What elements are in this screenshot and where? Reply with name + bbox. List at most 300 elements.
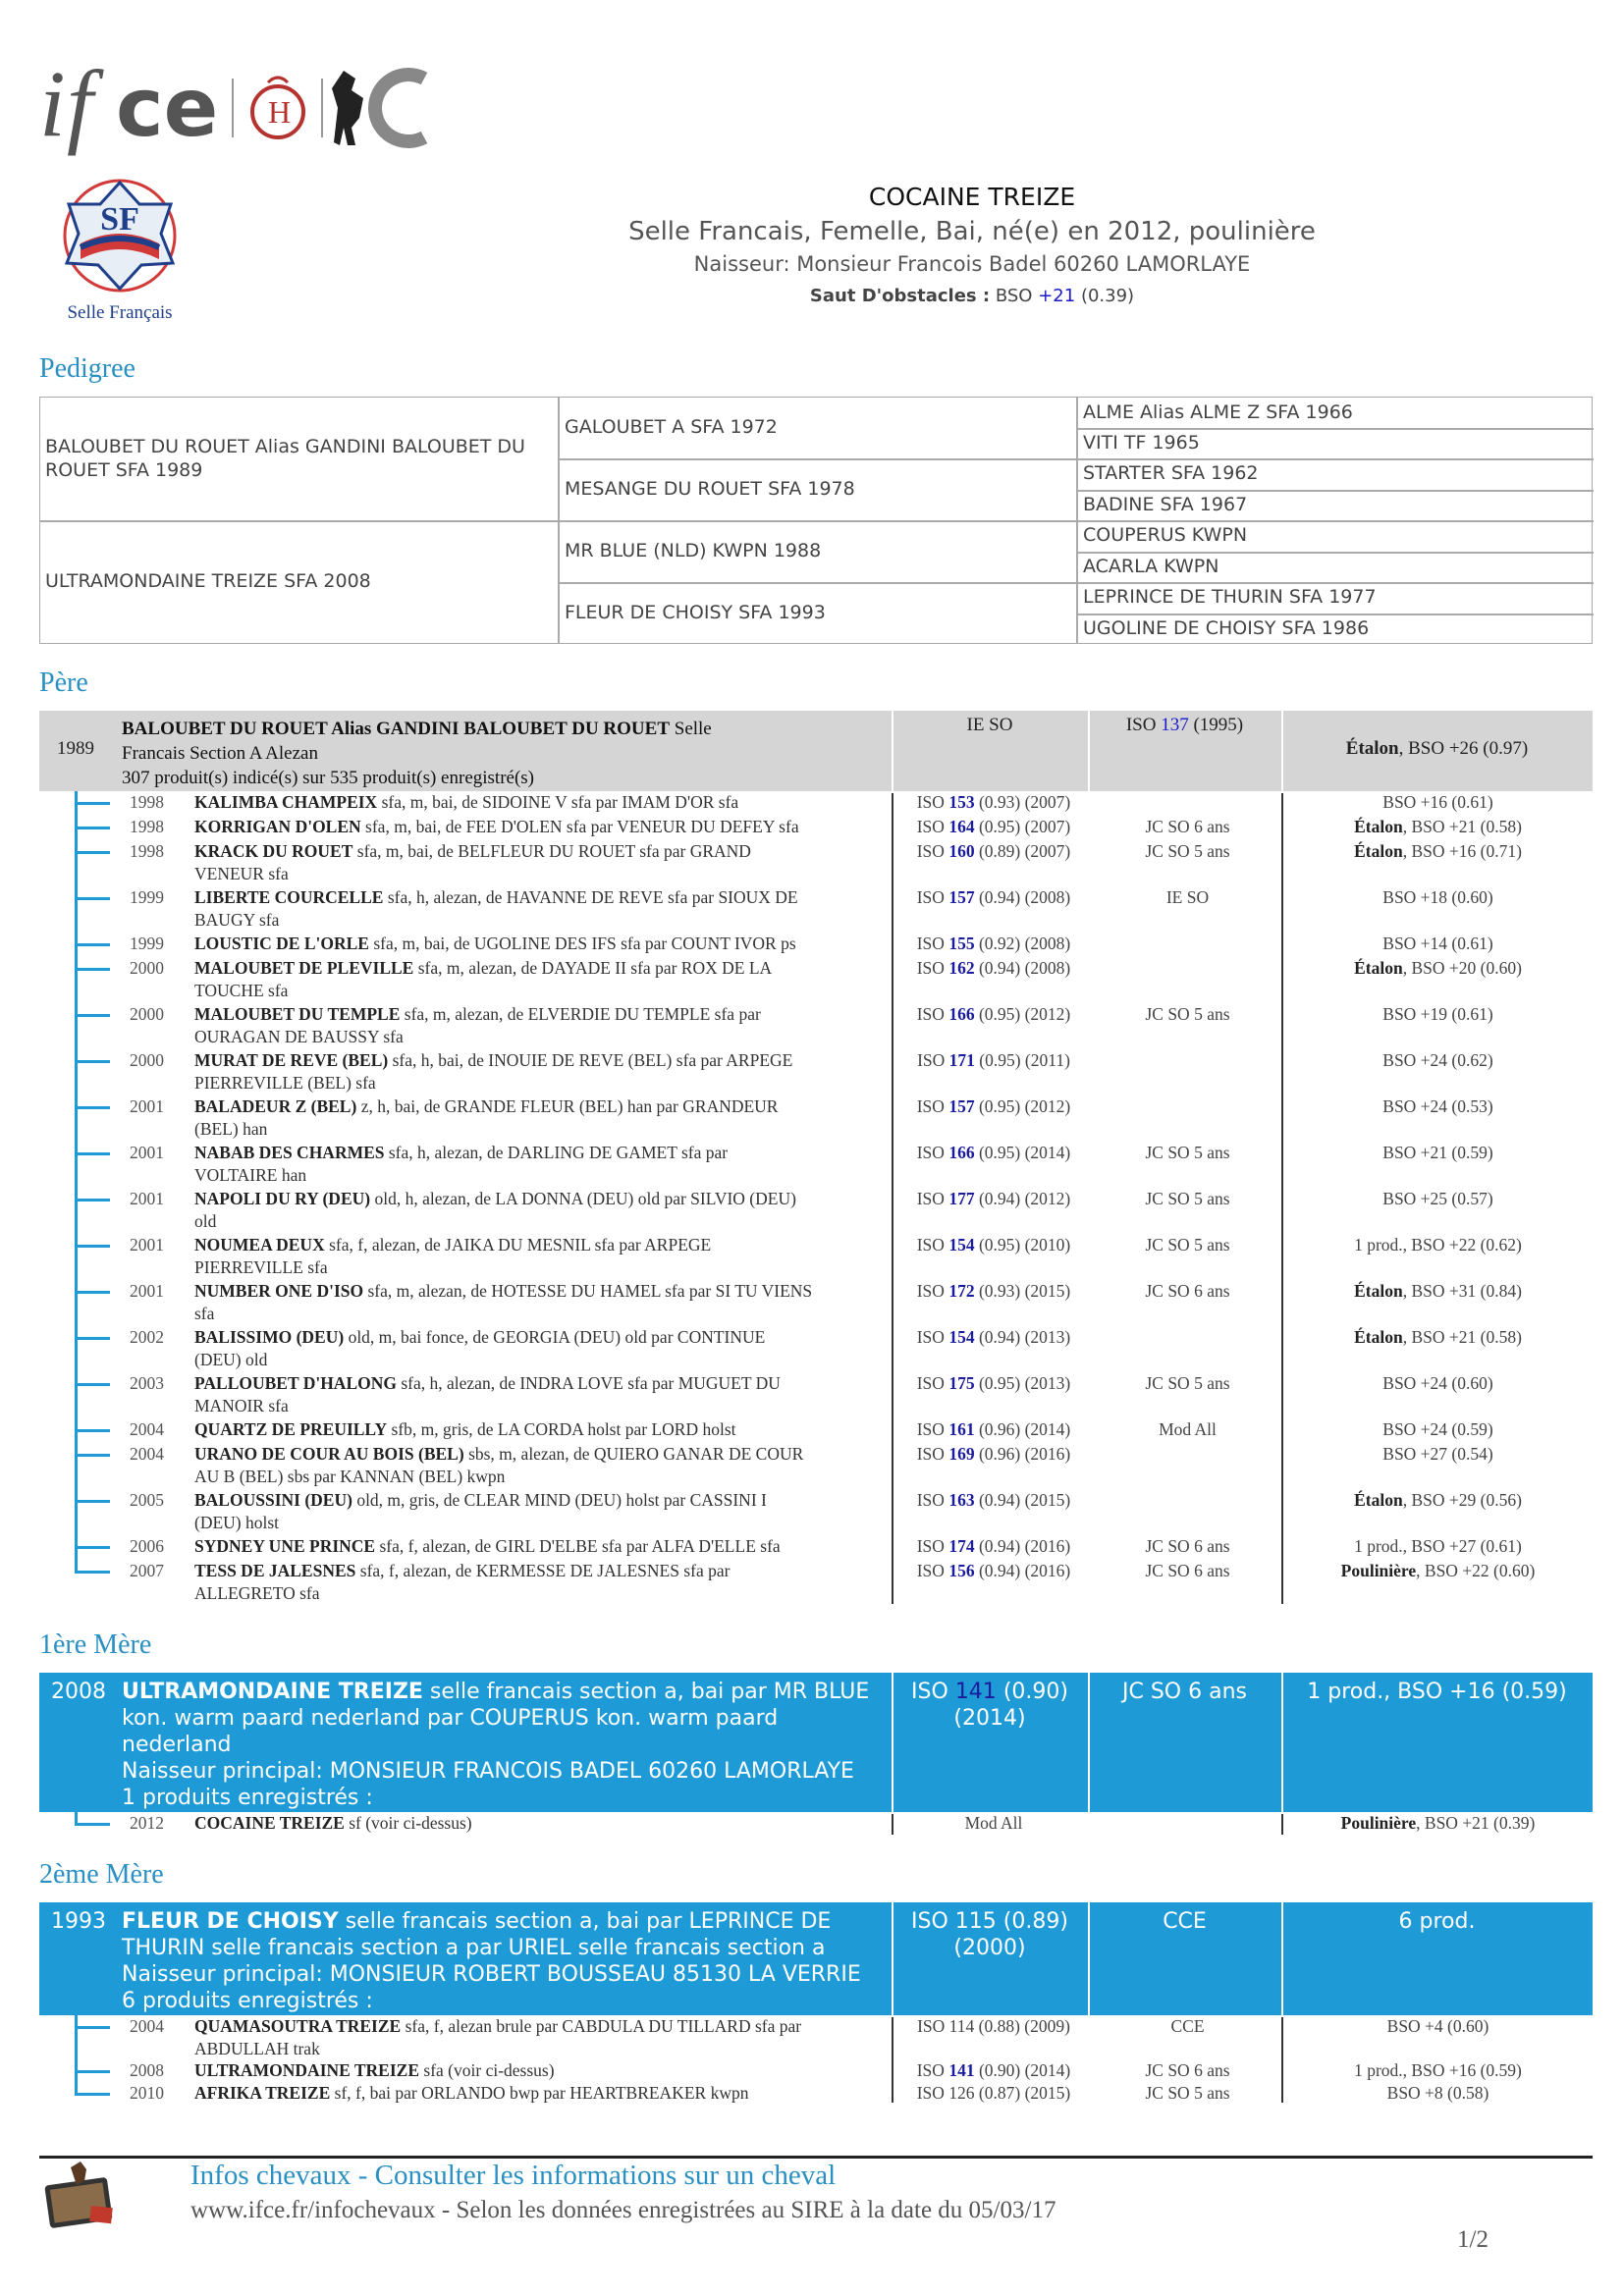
sire-iso-prefix: ISO xyxy=(1125,715,1157,735)
offspring-iso xyxy=(895,2015,1092,2038)
tree-branch xyxy=(75,1546,110,1549)
footer-url[interactable]: www.ifce.fr/infochevaux - Selon les données enregistrées au SIRE à la date du 05/03/17 xyxy=(190,2197,1056,2223)
offspring-status: Étalon xyxy=(1354,1327,1403,1347)
sire-bso xyxy=(1281,738,1593,760)
offspring-iso-rest: (0.95) (2012) xyxy=(974,1096,1071,1116)
offspring-iso-value: 166 xyxy=(948,1143,975,1162)
offspring-status: Étalon xyxy=(1354,1281,1403,1301)
offspring-iso-value: 153 xyxy=(948,792,975,812)
pedigree-gen2: FLEUR DE CHOISY SFA 1993 xyxy=(565,601,826,623)
offspring-horse-name: SYDNEY UNE PRINCE xyxy=(194,1536,376,1556)
offspring-horse-name: ULTRAMONDAINE TREIZE xyxy=(194,2060,420,2080)
offspring-bso-value: BSO +24 (0.59) xyxy=(1382,1419,1493,1439)
offspring-desc: sfa, f, alezan, de JAIKA DU MESNIL sfa par ARPEGE xyxy=(324,1235,712,1255)
offspring-horse-name: AFRIKA TREIZE xyxy=(194,2083,331,2103)
offspring-iso-prefix: ISO xyxy=(916,1235,949,1255)
offspring-name xyxy=(194,1372,926,1417)
offspring-iso-value: 155 xyxy=(948,934,975,953)
offspring-iso-rest: (0.95) (2014) xyxy=(974,1143,1071,1162)
tablet-horse-icon xyxy=(41,2160,122,2230)
section-title-mere1: 1ère Mère xyxy=(39,1629,152,1660)
pedigree-gen2: MESANGE DU ROUET SFA 1978 xyxy=(565,477,855,500)
offspring-year: 2006 xyxy=(130,1536,164,1556)
offspring-iso-value: 174 xyxy=(948,1536,975,1556)
sire-products: 307 produit(s) indicé(s) sur 535 produit(s) enregistré(s) xyxy=(122,768,535,788)
offspring-horse-name: KALIMBA CHAMPEIX xyxy=(194,792,378,812)
offspring-iso-prefix: ISO xyxy=(916,841,949,861)
offspring-desc: old, m, gris, de CLEAR MIND (DEU) holst par CASSINI I xyxy=(352,1490,767,1510)
offspring-year: 2004 xyxy=(130,2016,164,2036)
tree-branch xyxy=(75,1500,110,1503)
offspring-row xyxy=(39,1372,1593,1418)
tree-connector xyxy=(75,1812,78,1823)
offspring-iso-value: 156 xyxy=(948,1561,975,1580)
offspring-iso-prefix: ISO 126 (0.87) (2015) xyxy=(916,2083,1071,2103)
offspring-year: 2007 xyxy=(130,1561,164,1580)
offspring-desc: sfa, m, bai, de FEE D'OLEN sfa par VENEUR DU DEFEY sfa xyxy=(360,817,799,836)
offspring-jc: IE SO xyxy=(1165,887,1210,907)
offspring-desc: sfa, h, alezan, de DARLING DE GAMET sfa par xyxy=(384,1143,729,1162)
offspring-iso xyxy=(895,1418,1092,1441)
pedigree-gen2: MR BLUE (NLD) KWPN 1988 xyxy=(565,539,822,561)
offspring-iso-prefix: ISO xyxy=(916,1561,949,1580)
offspring-desc: PIERREVILLE sfa xyxy=(194,1257,328,1277)
offspring-iso-value: 161 xyxy=(948,1419,975,1439)
offspring-desc: sfa, m, alezan, de DAYADE II sfa par ROX DE LA xyxy=(413,958,773,978)
offspring-row xyxy=(39,1326,1593,1372)
offspring-desc: sfa, h, alezan, de HAVANNE DE REVE sfa par SIOUX DE xyxy=(383,887,798,907)
offspring-iso xyxy=(895,1234,1092,1256)
offspring-iso-value: 169 xyxy=(948,1444,975,1464)
offspring-iso xyxy=(895,933,1092,955)
sf-logo-caption: Selle Français xyxy=(67,302,173,323)
offspring-bso xyxy=(1283,2059,1593,2082)
offspring-desc: sfa, m, alezan, de HOTESSE DU HAMEL sfa par SI TU VIENS xyxy=(363,1281,813,1301)
pedigree-gen3: ALME Alias ALME Z SFA 1966 xyxy=(1083,400,1353,423)
offspring-year: 1998 xyxy=(130,817,164,836)
offspring-jc: JC SO 6 ans xyxy=(1145,1561,1230,1580)
jump-prefix: BSO xyxy=(995,286,1033,306)
offspring-row xyxy=(39,1418,1593,1443)
offspring-jc: JC SO 5 ans xyxy=(1145,2083,1230,2103)
logo-letter-f: f xyxy=(67,51,93,156)
offspring-name xyxy=(194,1326,926,1371)
sire-iso-year: (1995) xyxy=(1193,715,1244,735)
offspring-row xyxy=(39,933,1593,957)
column-separator xyxy=(1281,1814,1283,1835)
offspring-year: 2012 xyxy=(130,1813,164,1833)
offspring-iso-rest: (0.96) (2016) xyxy=(974,1444,1071,1464)
pedigree-gen3: BADINE SFA 1967 xyxy=(1083,493,1248,515)
offspring-year: 2001 xyxy=(130,1143,164,1162)
offspring-iso-rest: (0.95) (2011) xyxy=(974,1050,1070,1070)
offspring-bso xyxy=(1283,1418,1593,1441)
offspring-year: 2000 xyxy=(130,958,164,978)
dam-name: ULTRAMONDAINE TREIZE xyxy=(122,1680,423,1704)
offspring-horse-name: LOUSTIC DE L'ORLE xyxy=(194,934,369,953)
offspring-row xyxy=(39,791,1593,816)
offspring-name xyxy=(194,2015,926,2060)
tree-branch xyxy=(75,1429,110,1432)
sire-bso-status: Étalon xyxy=(1345,738,1399,759)
offspring-horse-name: NABAB DES CHARMES xyxy=(194,1143,385,1162)
svg-text:H: H xyxy=(268,94,292,130)
horse-silhouette-icon xyxy=(332,71,363,145)
section-title-pedigree: Pedigree xyxy=(39,353,135,384)
offspring-iso-rest: (0.94) (2016) xyxy=(974,1536,1071,1556)
offspring-iso-prefix: ISO xyxy=(916,1096,949,1116)
offspring-iso xyxy=(895,1535,1092,1558)
offspring-desc: (DEU) old xyxy=(194,1350,268,1369)
offspring-jc: JC SO 6 ans xyxy=(1145,817,1230,836)
offspring-iso xyxy=(895,1188,1092,1210)
dam-iso-prefix: ISO xyxy=(911,1680,948,1704)
offspring-name xyxy=(194,1560,926,1605)
offspring-bso-value: BSO +19 (0.61) xyxy=(1382,1004,1493,1024)
offspring-iso-rest: (0.93) (2007) xyxy=(974,792,1071,812)
offspring-bso-value: BSO +21 (0.59) xyxy=(1382,1143,1493,1162)
dam-offspring-list xyxy=(39,1812,1593,1842)
offspring-iso xyxy=(895,957,1092,980)
offspring-status: Poulinière xyxy=(1340,1561,1417,1580)
offspring-bso xyxy=(1283,1443,1593,1466)
offspring-iso-value: 175 xyxy=(948,1373,975,1393)
offspring-bso xyxy=(1283,1372,1593,1395)
offspring-iso: Mod All xyxy=(964,1813,1023,1833)
offspring-bso-value: BSO +24 (0.53) xyxy=(1382,1096,1493,1116)
offspring-horse-name: MURAT DE REVE (BEL) xyxy=(194,1050,389,1070)
offspring-iso xyxy=(895,1372,1092,1395)
offspring-bso-value: BSO +8 (0.58) xyxy=(1386,2083,1489,2103)
title-block xyxy=(491,183,1453,306)
offspring-iso-prefix: ISO xyxy=(916,1143,949,1162)
offspring-desc: sfa, m, bai, de BELFLEUR DU ROUET sfa par GRAND xyxy=(352,841,751,861)
offspring-iso xyxy=(895,2059,1092,2082)
jump-label: Saut D'obstacles : xyxy=(809,286,991,306)
sire-bso-value: , BSO +26 (0.97) xyxy=(1398,738,1529,759)
offspring-bso xyxy=(1283,933,1593,955)
dam-bso: 1 prod., BSO +16 (0.59) xyxy=(1307,1680,1567,1704)
offspring-horse-name: PALLOUBET D'HALONG xyxy=(194,1373,397,1393)
tree-branch xyxy=(75,1199,110,1201)
offspring-row xyxy=(39,1535,1593,1560)
offspring-status: Étalon xyxy=(1354,958,1403,978)
offspring-bso-value: BSO +24 (0.60) xyxy=(1382,1373,1493,1393)
offspring-status: Poulinière xyxy=(1340,1813,1417,1833)
offspring-desc: old, h, alezan, de LA DONNA (DEU) old par SILVIO (DEU) xyxy=(370,1189,796,1208)
offspring-name xyxy=(194,2082,926,2105)
tree-branch xyxy=(75,827,110,829)
ifce-logo xyxy=(39,49,452,157)
offspring-desc: sfa, h, alezan, de INDRA LOVE sfa par MUGUET DU xyxy=(396,1373,781,1393)
tree-branch xyxy=(75,851,110,854)
offspring-year: 2005 xyxy=(130,1490,164,1510)
offspring-iso-prefix: ISO xyxy=(916,1004,949,1024)
offspring-jc: JC SO 5 ans xyxy=(1145,1004,1230,1024)
column-separator xyxy=(1281,793,1283,1604)
pedigree-gen3: UGOLINE DE CHOISY SFA 1986 xyxy=(1083,616,1370,639)
offspring-year: 2001 xyxy=(130,1235,164,1255)
offspring-status: Étalon xyxy=(1354,1490,1403,1510)
dam-year: 2008 xyxy=(51,1680,106,1704)
offspring-iso-value: 172 xyxy=(948,1281,975,1301)
offspring-bso xyxy=(1283,1188,1593,1210)
offspring-jc: JC SO 6 ans xyxy=(1145,1281,1230,1301)
offspring-desc: sfa, f, alezan, de KERMESSE DE JALESNES sfa par xyxy=(355,1561,731,1580)
offspring-bso-value: , BSO +29 (0.56) xyxy=(1402,1490,1522,1510)
granddam-breeder: Naisseur principal: MONSIEUR ROBERT BOUSSEAU 85130 LA VERRIE xyxy=(122,1962,861,1987)
offspring-iso xyxy=(895,816,1092,838)
tree-branch xyxy=(75,968,110,971)
offspring-horse-name: URANO DE COUR AU BOIS (BEL) xyxy=(194,1444,464,1464)
offspring-iso-rest: (0.96) (2014) xyxy=(974,1419,1071,1439)
granddam-line: THURIN selle francais section a par URIEL selle francais section a xyxy=(122,1936,826,1960)
offspring-iso-prefix: ISO xyxy=(917,1050,949,1070)
offspring-name xyxy=(194,1418,926,1441)
offspring-bso-value: , BSO +21 (0.39) xyxy=(1416,1813,1536,1833)
offspring-bso xyxy=(1283,1535,1593,1558)
sire-header xyxy=(39,711,1593,791)
offspring-bso xyxy=(1283,840,1593,863)
offspring-horse-name: COCAINE TREIZE xyxy=(194,1813,345,1833)
granddam-header xyxy=(39,1902,1593,2015)
offspring-year: 2004 xyxy=(130,1419,164,1439)
offspring-iso-value: 154 xyxy=(948,1235,975,1255)
offspring-horse-name: QUARTZ DE PREUILLY xyxy=(194,1419,388,1439)
offspring-bso-value: , BSO +20 (0.60) xyxy=(1402,958,1522,978)
offspring-iso-prefix: ISO xyxy=(916,1419,949,1439)
sire-name-rest: Selle xyxy=(670,719,712,739)
tree-branch xyxy=(75,1291,110,1294)
offspring-iso-prefix: ISO xyxy=(916,887,949,907)
offspring-bso xyxy=(1283,2015,1593,2038)
granddam-iso-value: ISO 115 (0.89) xyxy=(911,1909,1068,1934)
offspring-row xyxy=(39,2015,1593,2059)
offspring-iso-value: 154 xyxy=(948,1327,975,1347)
offspring-status: Étalon xyxy=(1354,817,1403,836)
jump-index xyxy=(491,286,1453,306)
offspring-iso-value: 177 xyxy=(948,1189,975,1208)
pedigree-gen3: STARTER SFA 1962 xyxy=(1083,462,1259,485)
offspring-iso xyxy=(895,1049,1092,1072)
offspring-iso xyxy=(895,1095,1092,1118)
offspring-iso xyxy=(895,1560,1092,1582)
footer-divider xyxy=(39,2156,1593,2159)
offspring-bso xyxy=(1283,1049,1593,1072)
offspring-bso-value: , BSO +31 (0.84) xyxy=(1402,1281,1522,1301)
offspring-year: 2000 xyxy=(130,1004,164,1024)
offspring-name xyxy=(194,1003,926,1048)
offspring-bso-value: 1 prod., BSO +27 (0.61) xyxy=(1354,1536,1522,1556)
dam-iso-reliability: (0.90) xyxy=(1002,1680,1068,1704)
pedigree-gen3: VITI TF 1965 xyxy=(1083,431,1200,454)
offspring-iso-prefix: ISO xyxy=(916,2060,949,2080)
offspring-status: Étalon xyxy=(1354,841,1403,861)
offspring-name xyxy=(194,1535,926,1558)
offspring-bso-value: BSO +24 (0.62) xyxy=(1382,1050,1493,1070)
tree-branch xyxy=(75,2070,110,2073)
sire-year: 1989 xyxy=(57,738,94,759)
offspring-name xyxy=(194,1188,926,1233)
offspring-desc: sfa, m, bai, de UGOLINE DES IFS sfa par COUNT IVOR ps xyxy=(368,934,796,953)
granddam-line: selle francais section a, bai par LEPRINCE DE xyxy=(338,1909,832,1934)
footer-title[interactable]: Infos chevaux - Consulter les informations sur un cheval xyxy=(190,2160,837,2191)
offspring-row xyxy=(39,816,1593,840)
offspring-desc: ALLEGRETO sfa xyxy=(194,1583,320,1603)
granddam-products: 6 produits enregistrés : xyxy=(122,1989,373,2013)
offspring-iso xyxy=(895,1326,1092,1349)
offspring-jc: JC SO 5 ans xyxy=(1145,841,1230,861)
offspring-iso-value: 166 xyxy=(948,1004,975,1024)
offspring-desc: z, h, bai, de GRANDE FLEUR (BEL) han par GRANDEUR xyxy=(356,1096,779,1116)
offspring-bso xyxy=(1283,1280,1593,1303)
column-separator xyxy=(892,1814,893,1835)
offspring-iso-rest: (0.94) (2016) xyxy=(974,1561,1071,1580)
tree-branch xyxy=(75,1823,110,1826)
offspring-bso-value: 1 prod., BSO +22 (0.62) xyxy=(1354,1235,1522,1255)
column-separator xyxy=(892,793,893,1604)
sire-iso-value: 137 xyxy=(1161,715,1189,735)
offspring-iso xyxy=(895,1280,1092,1303)
offspring-bso xyxy=(1283,816,1593,838)
offspring-horse-name: NOUMEA DEUX xyxy=(194,1235,325,1255)
offspring-jc: CCE xyxy=(1170,2016,1205,2036)
tree-branch xyxy=(75,802,110,805)
offspring-iso-value: 162 xyxy=(948,958,975,978)
offspring-bso xyxy=(1283,1234,1593,1256)
offspring-iso xyxy=(895,1003,1092,1026)
offspring-row xyxy=(39,2059,1593,2082)
granddam-iso xyxy=(892,1908,1088,1961)
pedigree-gen3: ACARLA KWPN xyxy=(1083,555,1219,577)
offspring-desc: MANOIR sfa xyxy=(194,1396,289,1415)
offspring-desc: sf (voir ci-dessus) xyxy=(344,1813,472,1833)
offspring-name xyxy=(194,933,926,955)
offspring-bso xyxy=(1283,2082,1593,2105)
offspring-row xyxy=(39,1049,1593,1095)
offspring-horse-name: MALOUBET DE PLEVILLE xyxy=(194,958,414,978)
offspring-iso xyxy=(895,791,1092,814)
offspring-year: 1998 xyxy=(130,841,164,861)
offspring-iso-value: 163 xyxy=(948,1490,975,1510)
pedigree-grid xyxy=(39,397,1593,644)
offspring-horse-name: NUMBER ONE D'ISO xyxy=(194,1281,364,1301)
sire-offspring-list xyxy=(39,791,1593,1610)
offspring-bso xyxy=(1283,1095,1593,1118)
pedigree-gen3: COUPERUS KWPN xyxy=(1083,524,1248,547)
offspring-year: 2001 xyxy=(130,1096,164,1116)
offspring-desc: sfb, m, gris, de LA CORDA holst par LORD holst xyxy=(387,1419,736,1439)
offspring-iso-value: 171 xyxy=(948,1050,975,1070)
offspring-jc: JC SO 5 ans xyxy=(1145,1189,1230,1208)
offspring-iso-rest: (0.92) (2008) xyxy=(974,934,1071,953)
offspring-horse-name: QUAMASOUTRA TREIZE xyxy=(194,2016,402,2036)
offspring-desc: VOLTAIRE han xyxy=(194,1165,307,1185)
offspring-desc: OURAGAN DE BAUSSY sfa xyxy=(194,1027,404,1046)
offspring-desc: AU B (BEL) sbs par KANNAN (BEL) kwpn xyxy=(194,1467,506,1486)
logo-letters-ce: ce xyxy=(116,62,219,155)
section-title-pere: Père xyxy=(39,667,88,698)
offspring-row xyxy=(39,1280,1593,1326)
offspring-iso-prefix: ISO xyxy=(916,1373,949,1393)
offspring-row xyxy=(39,1142,1593,1188)
offspring-desc: PIERREVILLE (BEL) sfa xyxy=(194,1073,376,1093)
tree-branch xyxy=(75,1571,110,1574)
offspring-year: 2000 xyxy=(130,1050,164,1070)
offspring-iso-prefix: ISO xyxy=(916,934,949,953)
tree-branch xyxy=(75,1337,110,1340)
tree-branch xyxy=(75,2026,110,2029)
page-title: COCAINE TREIZE xyxy=(868,183,1076,211)
offspring-horse-name: TESS DE JALESNES xyxy=(194,1561,356,1580)
offspring-name xyxy=(194,1095,926,1141)
offspring-desc: sfa, f, alezan, de GIRL D'ELBE sfa par ALFA D'ELLE sfa xyxy=(375,1536,781,1556)
granddam-name: FLEUR DE CHOISY xyxy=(122,1909,339,1934)
offspring-desc: sbs, m, alezan, de QUIERO GANAR DE COUR xyxy=(463,1444,804,1464)
sire-ie-so: IE SO xyxy=(966,715,1013,735)
offspring-iso-prefix: ISO xyxy=(916,958,949,978)
offspring-bso xyxy=(1283,957,1593,980)
offspring-horse-name: NAPOLI DU RY (DEU) xyxy=(194,1189,371,1208)
offspring-row xyxy=(39,1095,1593,1142)
offspring-desc: VENEUR sfa xyxy=(194,864,289,883)
offspring-iso xyxy=(895,1489,1092,1512)
dam-line: selle francais section a, bai par MR BLUE xyxy=(422,1680,870,1704)
offspring-iso-prefix: ISO xyxy=(916,1490,949,1510)
offspring-iso-rest: (0.95) (2007) xyxy=(974,817,1071,836)
tree-branch xyxy=(75,1014,110,1017)
offspring-iso-prefix: ISO xyxy=(916,1536,949,1556)
sire-breed: Francais Section A Alezan xyxy=(122,743,318,764)
offspring-iso xyxy=(895,1142,1092,1164)
offspring-bso-value: , BSO +21 (0.58) xyxy=(1402,1327,1522,1347)
offspring-iso-rest: (0.95) (2010) xyxy=(974,1235,1071,1255)
offspring-bso xyxy=(1283,1142,1593,1164)
offspring-name xyxy=(194,1489,926,1534)
offspring-bso xyxy=(1283,1003,1593,1026)
tree-branch xyxy=(75,1152,110,1155)
dam-iso-year: (2014) xyxy=(953,1706,1026,1731)
offspring-jc: JC SO 6 ans xyxy=(1145,1536,1230,1556)
offspring-bso-value: BSO +25 (0.57) xyxy=(1382,1189,1493,1208)
offspring-iso-rest: (0.93) (2015) xyxy=(974,1281,1071,1301)
offspring-name xyxy=(194,840,926,885)
granddam-jc: CCE xyxy=(1163,1909,1207,1934)
offspring-year: 1998 xyxy=(130,792,164,812)
selle-francais-logo xyxy=(51,175,189,327)
offspring-name xyxy=(194,1234,926,1279)
page-number: 1/2 xyxy=(1457,2226,1489,2253)
offspring-year: 2001 xyxy=(130,1281,164,1301)
offspring-desc: old xyxy=(194,1211,217,1231)
offspring-horse-name: KORRIGAN D'OLEN xyxy=(194,817,361,836)
offspring-desc: (BEL) han xyxy=(194,1119,268,1139)
offspring-year: 1999 xyxy=(130,887,164,907)
offspring-horse-name: LIBERTE COURCELLE xyxy=(194,887,384,907)
offspring-desc: old, m, bai fonce, de GEORGIA (DEU) old par CONTINUE xyxy=(344,1327,766,1347)
offspring-iso-value: 160 xyxy=(948,841,975,861)
offspring-name xyxy=(194,1280,926,1325)
dam-iso xyxy=(892,1679,1088,1732)
offspring-bso-value: BSO +4 (0.60) xyxy=(1386,2016,1489,2036)
offspring-jc: JC SO 5 ans xyxy=(1145,1235,1230,1255)
offspring-desc: sfa, h, bai, de INOUIE DE REVE (BEL) sfa par ARPEGE xyxy=(388,1050,793,1070)
offspring-iso-prefix: ISO xyxy=(916,1444,949,1464)
offspring-iso-value: 164 xyxy=(948,817,975,836)
tree-branch xyxy=(75,1106,110,1109)
logo-letter-i: i xyxy=(39,51,66,156)
offspring-year: 2004 xyxy=(130,1444,164,1464)
